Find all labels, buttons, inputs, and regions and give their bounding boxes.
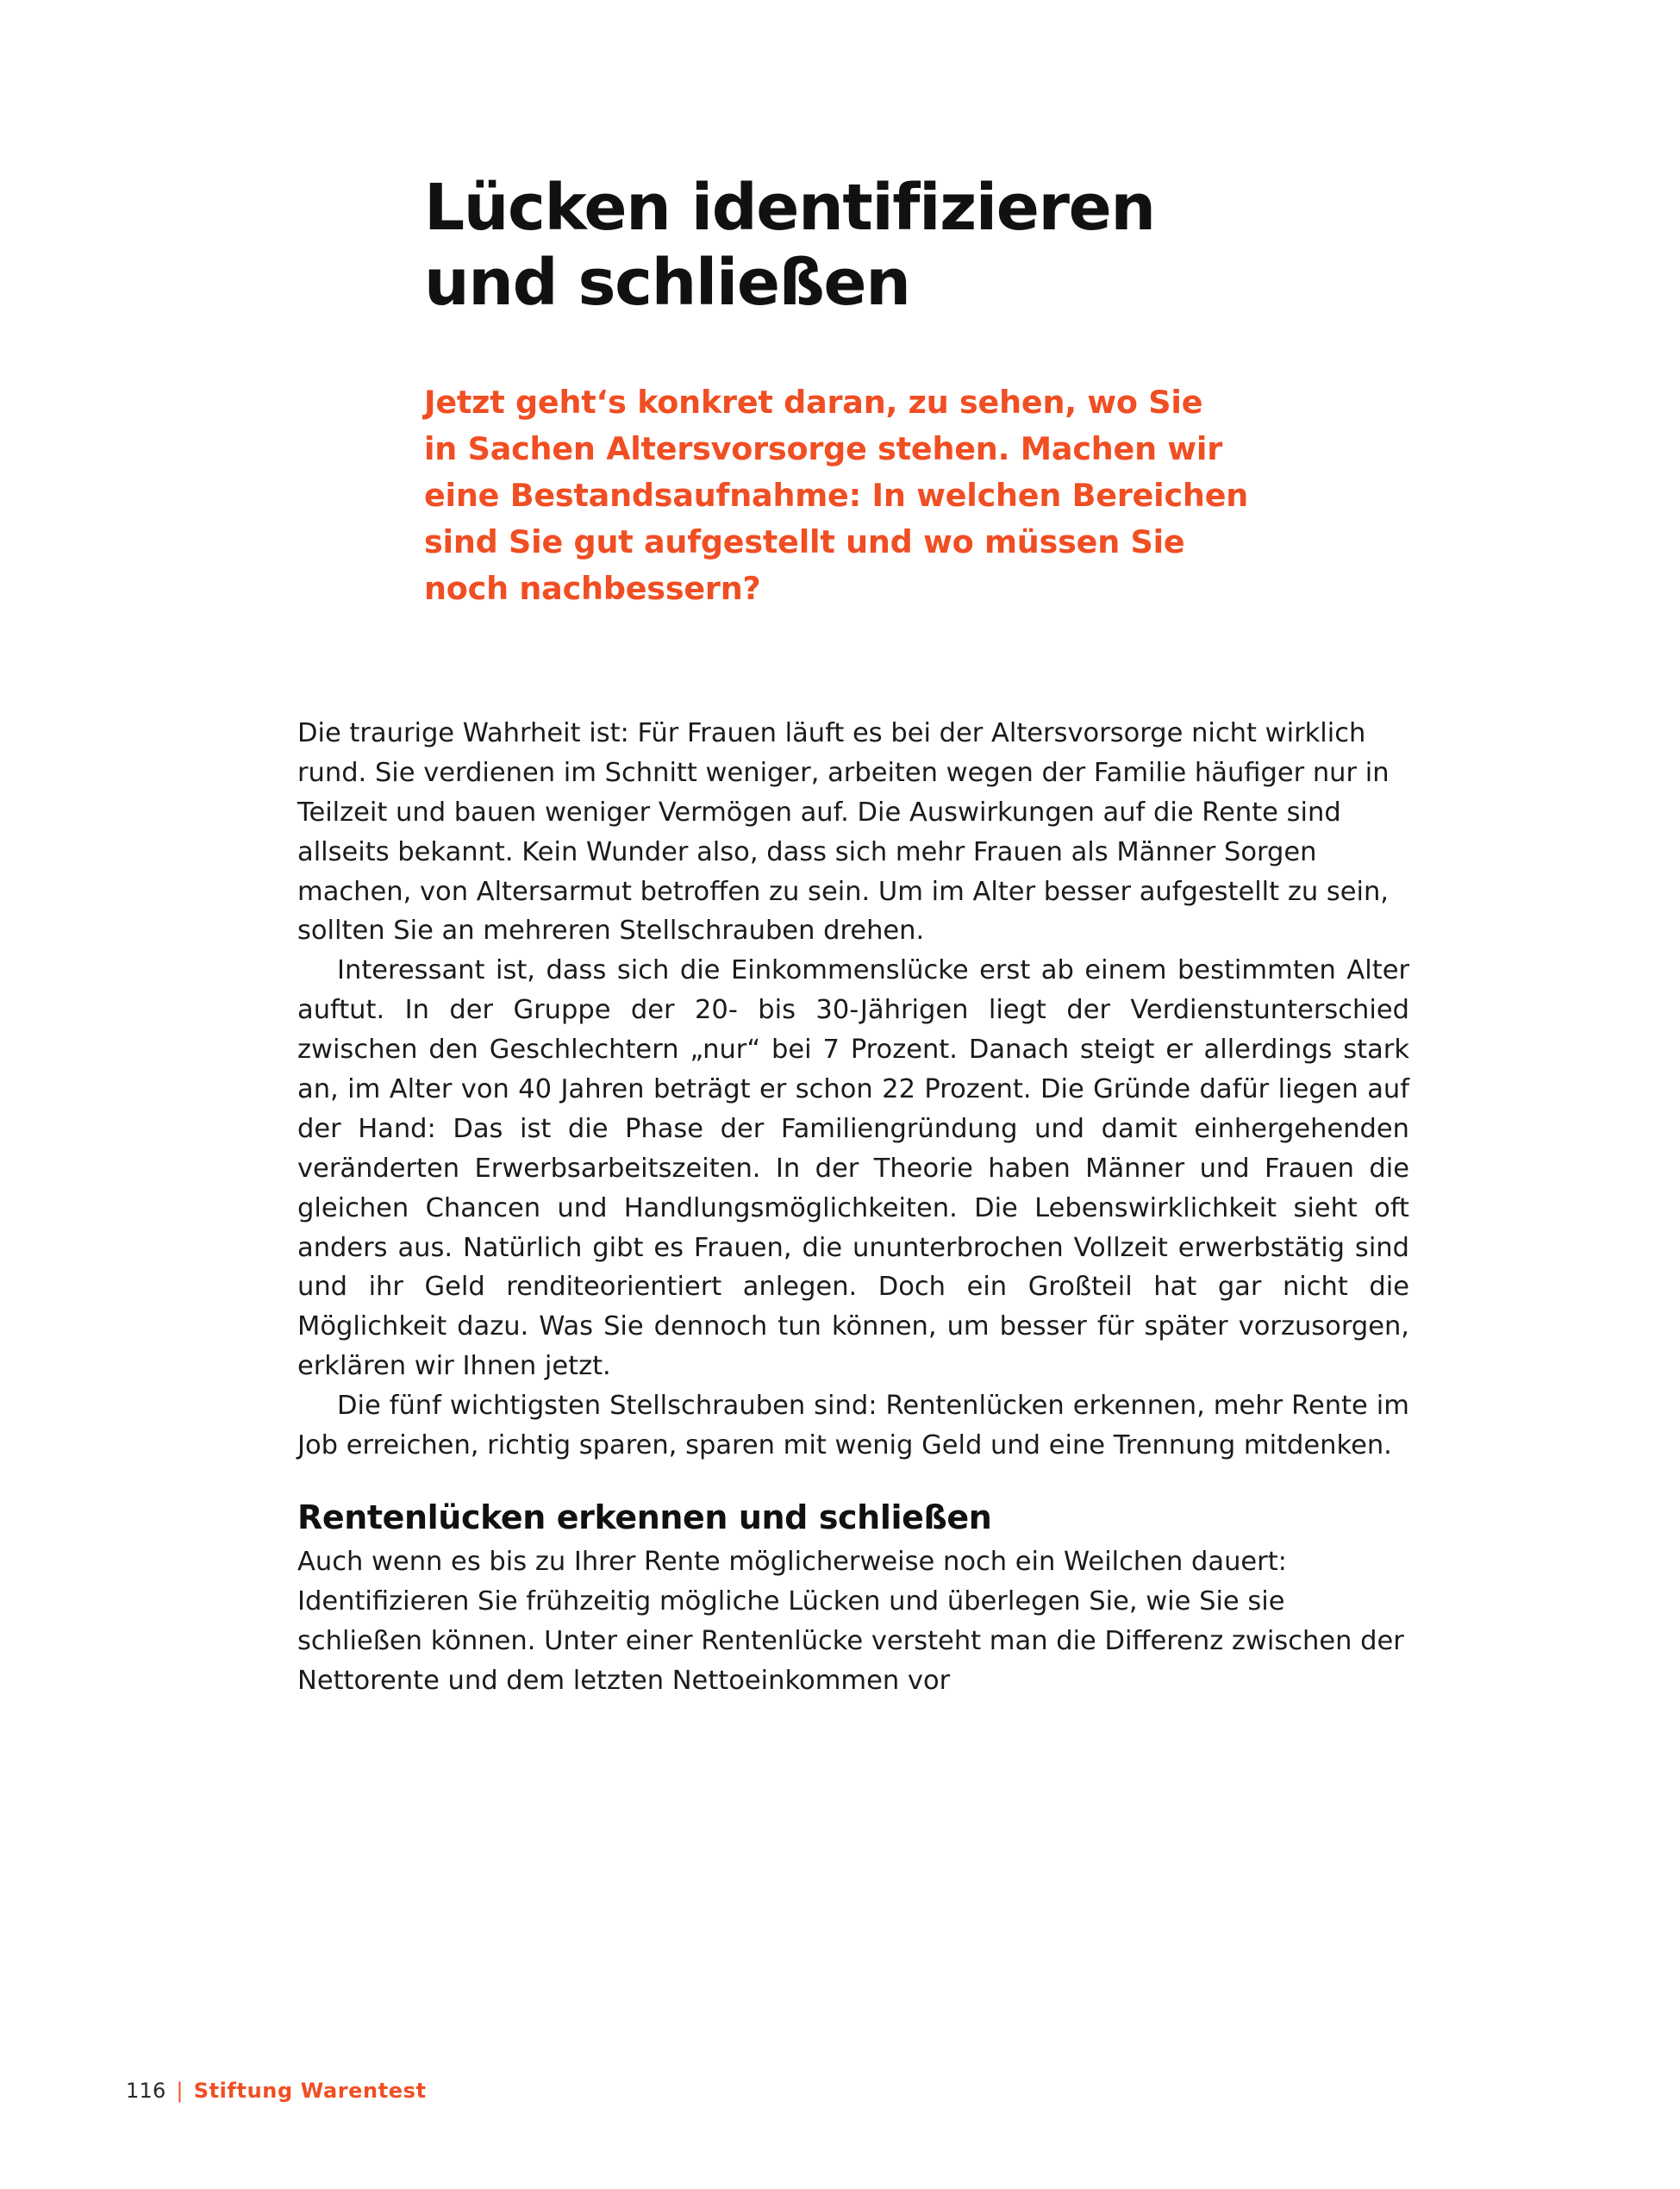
footer-separator: |: [176, 2079, 184, 2103]
footer-brand: Stiftung Warentest: [193, 2079, 427, 2103]
lead-line-2: in Sachen Altersvorsorge stehen. Machen wir: [424, 430, 1223, 468]
page-title-line-2: und schließen: [424, 245, 910, 320]
lead-line-5: noch nachbessern?: [424, 570, 761, 608]
body-paragraph-2: Interessant ist, dass sich die Einkommenslücke erst ab einem bestimmten Alter auftut. In der Gruppe der 20- bis 30-Jährigen liegt der Verdienstunterschied zwischen den Geschlechtern „nur“ bei 7 Prozent. Danach steigt er allerdings stark an, im Alter von 40 Jahren beträgt er schon 22 Prozent. Die Gründe dafür liegen auf der Hand: Das ist die Phase der Familiengründung und damit einhergehenden veränderten Erwerbsarbeitszeiten. In der Theorie haben Männer und Frauen die gleichen Chancen und Handlungsmöglichkeiten. Die Lebenswirklichkeit sieht oft anders aus. Natürlich gibt es Frauen, die ununterbrochen Vollzeit erwerbstätig sind und ihr Geld renditeorientiert anlegen. Doch ein Großteil hat gar nicht die Möglichkeit dazu. Was Sie dennoch tun können, um besser für später vorzusorgen, erklären wir Ihnen jetzt.: [297, 955, 1409, 1382]
body-paragraph-1: Die traurige Wahrheit ist: Für Frauen läuft es bei der Altersvorsorge nicht wirklich rund. Sie verdienen im Schnitt weniger, arbeiten wegen der Familie häufiger nur in Teilzeit und bauen weniger Vermögen auf. Die Auswirkungen auf die Rente sind allseits bekannt. Kein Wunder also, dass sich mehr Frauen als Männer Sorgen machen, von Altersarmut betroffen zu sein. Um im Alter besser aufgestellt zu sein, sollten Sie an mehreren Stellschrauben drehen.: [297, 718, 1390, 947]
page-title: [424, 171, 1441, 322]
lead-paragraph: [424, 379, 1424, 612]
body-paragraph-3: Die fünf wichtigsten Stellschrauben sind: Rentenlücken erkennen, mehr Rente im Job erreichen, richtig sparen, sparen mit wenig Geld und eine Trennung mitdenken.: [297, 1391, 1409, 1461]
section-heading-rentenluecken: Rentenlücken erkennen und schließen: [297, 1498, 992, 1536]
body-paragraph-4: Auch wenn es bis zu Ihrer Rente möglicherweise noch ein Weilchen dauert: Identifizieren Sie frühzeitig mögliche Lücken und überlegen Sie, wie Sie sie schließen können. Unter einer Rentenlücke versteht man die Differenz zwischen der Nettorente und dem letzten Nettoeinkommen vor: [297, 1547, 1404, 1696]
lead-line-4: sind Sie gut aufgestellt und wo müssen Sie: [424, 523, 1185, 561]
footer-page-number: 116: [126, 2079, 166, 2103]
page-footer: [126, 2079, 427, 2103]
body-copy: [297, 714, 1409, 1701]
lead-line-1: Jetzt geht‘s konkret daran, zu sehen, wo Sie: [424, 384, 1203, 421]
lead-line-3: eine Bestandsaufnahme: In welchen Bereichen: [424, 477, 1249, 515]
page-title-line-1: Lücken identifizieren: [424, 170, 1155, 245]
